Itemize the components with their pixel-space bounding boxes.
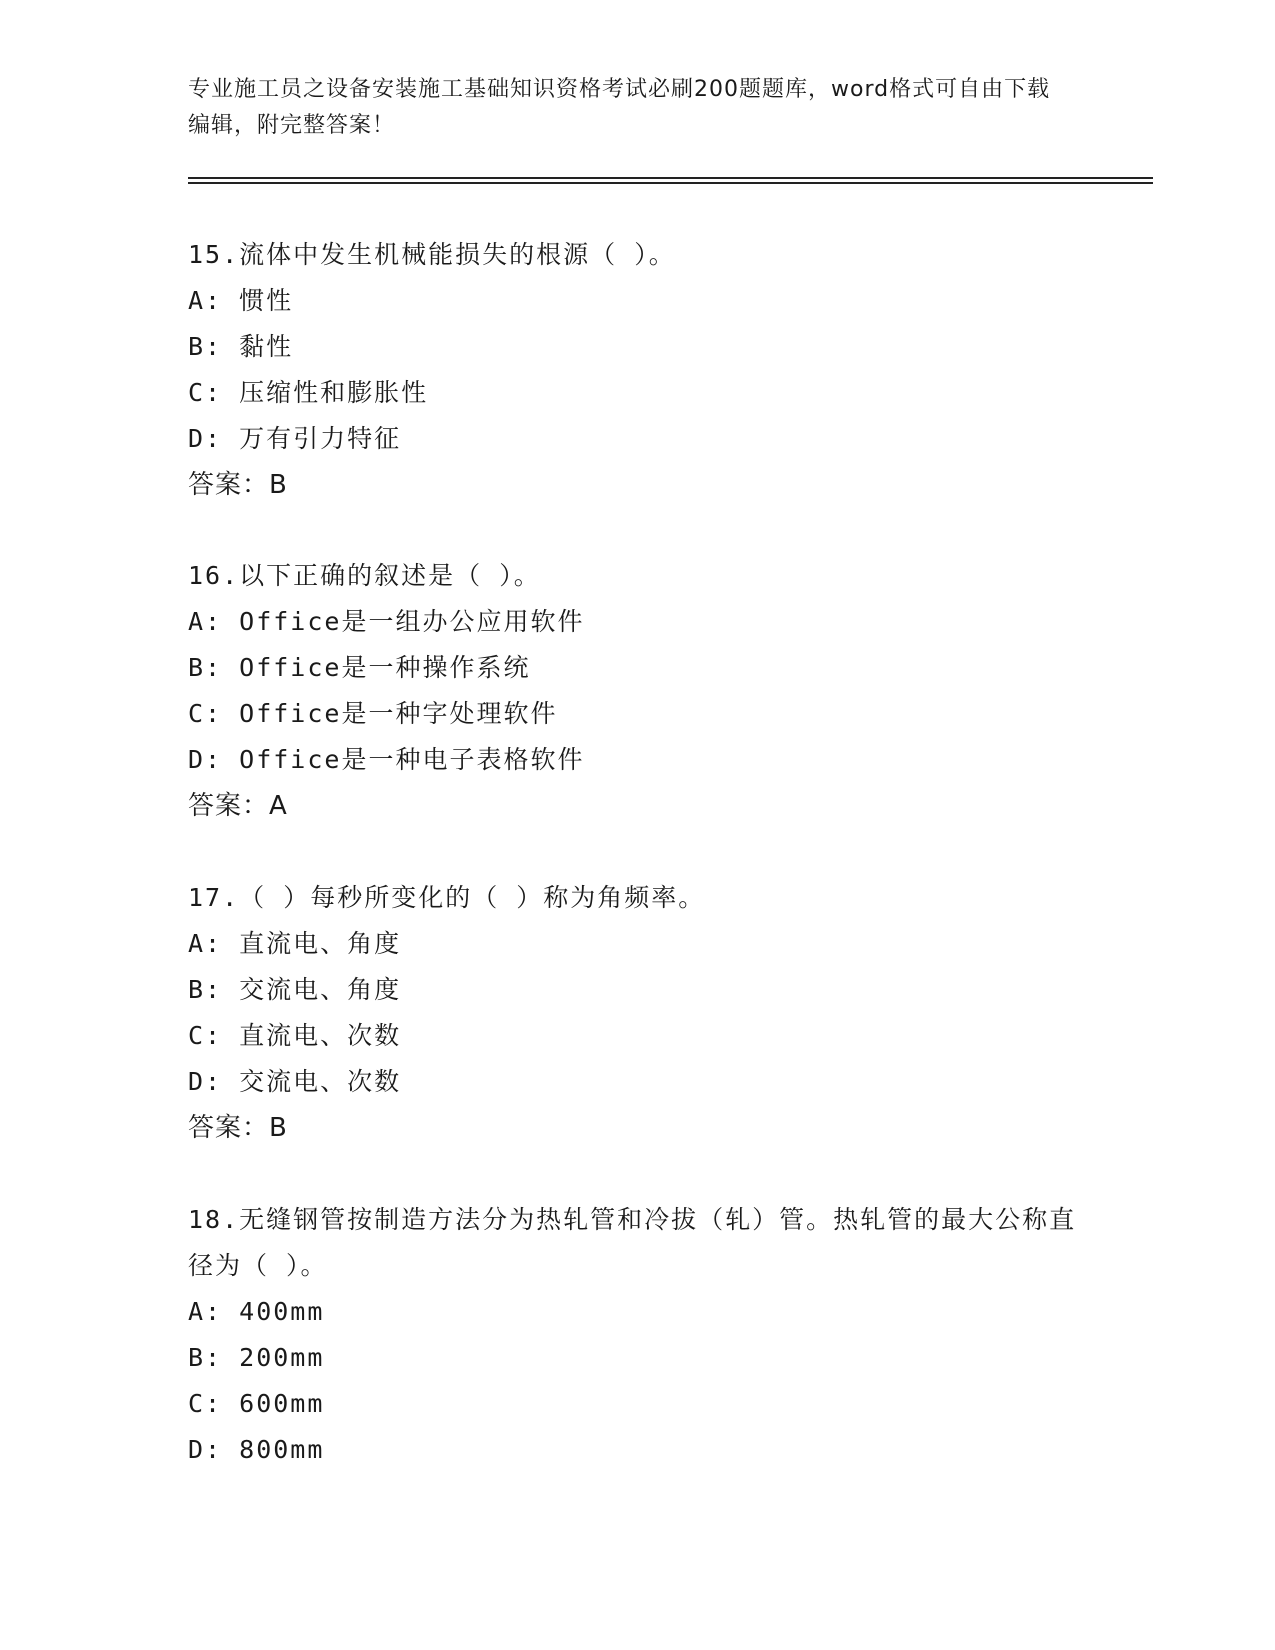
option-a: A: Office是一组办公应用软件 xyxy=(188,607,585,636)
header-divider-top xyxy=(188,177,1153,179)
option-b: B: 交流电、角度 xyxy=(188,975,402,1004)
option-b: B: Office是一种操作系统 xyxy=(188,653,531,682)
option-d: D: 万有引力特征 xyxy=(188,424,402,453)
question-16 xyxy=(188,553,1088,829)
option-c: C: Office是一种字处理软件 xyxy=(188,699,558,728)
question-stem: 15.流体中发生机械能损失的根源（ ）。 xyxy=(188,240,676,269)
option-d: D: 800mm xyxy=(188,1435,325,1464)
option-a: A: 直流电、角度 xyxy=(188,929,402,958)
header-divider-bottom xyxy=(188,182,1153,184)
question-stem: 16.以下正确的叙述是（ ）。 xyxy=(188,561,541,590)
question-15 xyxy=(188,232,1088,508)
option-d: D: Office是一种电子表格软件 xyxy=(188,745,585,774)
question-18 xyxy=(188,1197,1088,1473)
option-c: C: 直流电、次数 xyxy=(188,1021,402,1050)
option-b: B: 200mm xyxy=(188,1343,325,1372)
option-a: A: 惯性 xyxy=(188,286,294,315)
option-b: B: 黏性 xyxy=(188,332,294,361)
question-stem: 18.无缝钢管按制造方法分为热轧管和冷拔（轧）管。热轧管的最大公称直径为（ ）。 xyxy=(188,1205,1077,1280)
option-a: A: 400mm xyxy=(188,1297,325,1326)
answer-line: 答案：A xyxy=(188,791,288,821)
option-d: D: 交流电、次数 xyxy=(188,1067,402,1096)
option-c: C: 600mm xyxy=(188,1389,325,1418)
question-17 xyxy=(188,875,1088,1151)
document-header-text: 专业施工员之设备安装施工基础知识资格考试必刷200题题库，word格式可自由下载编辑，附完整答案！ xyxy=(188,77,1051,138)
answer-line: 答案：B xyxy=(188,470,288,500)
option-c: C: 压缩性和膨胀性 xyxy=(188,378,429,407)
answer-line: 答案：B xyxy=(188,1113,288,1143)
question-stem: 17.（ ）每秒所变化的（ ）称为角频率。 xyxy=(188,883,706,912)
